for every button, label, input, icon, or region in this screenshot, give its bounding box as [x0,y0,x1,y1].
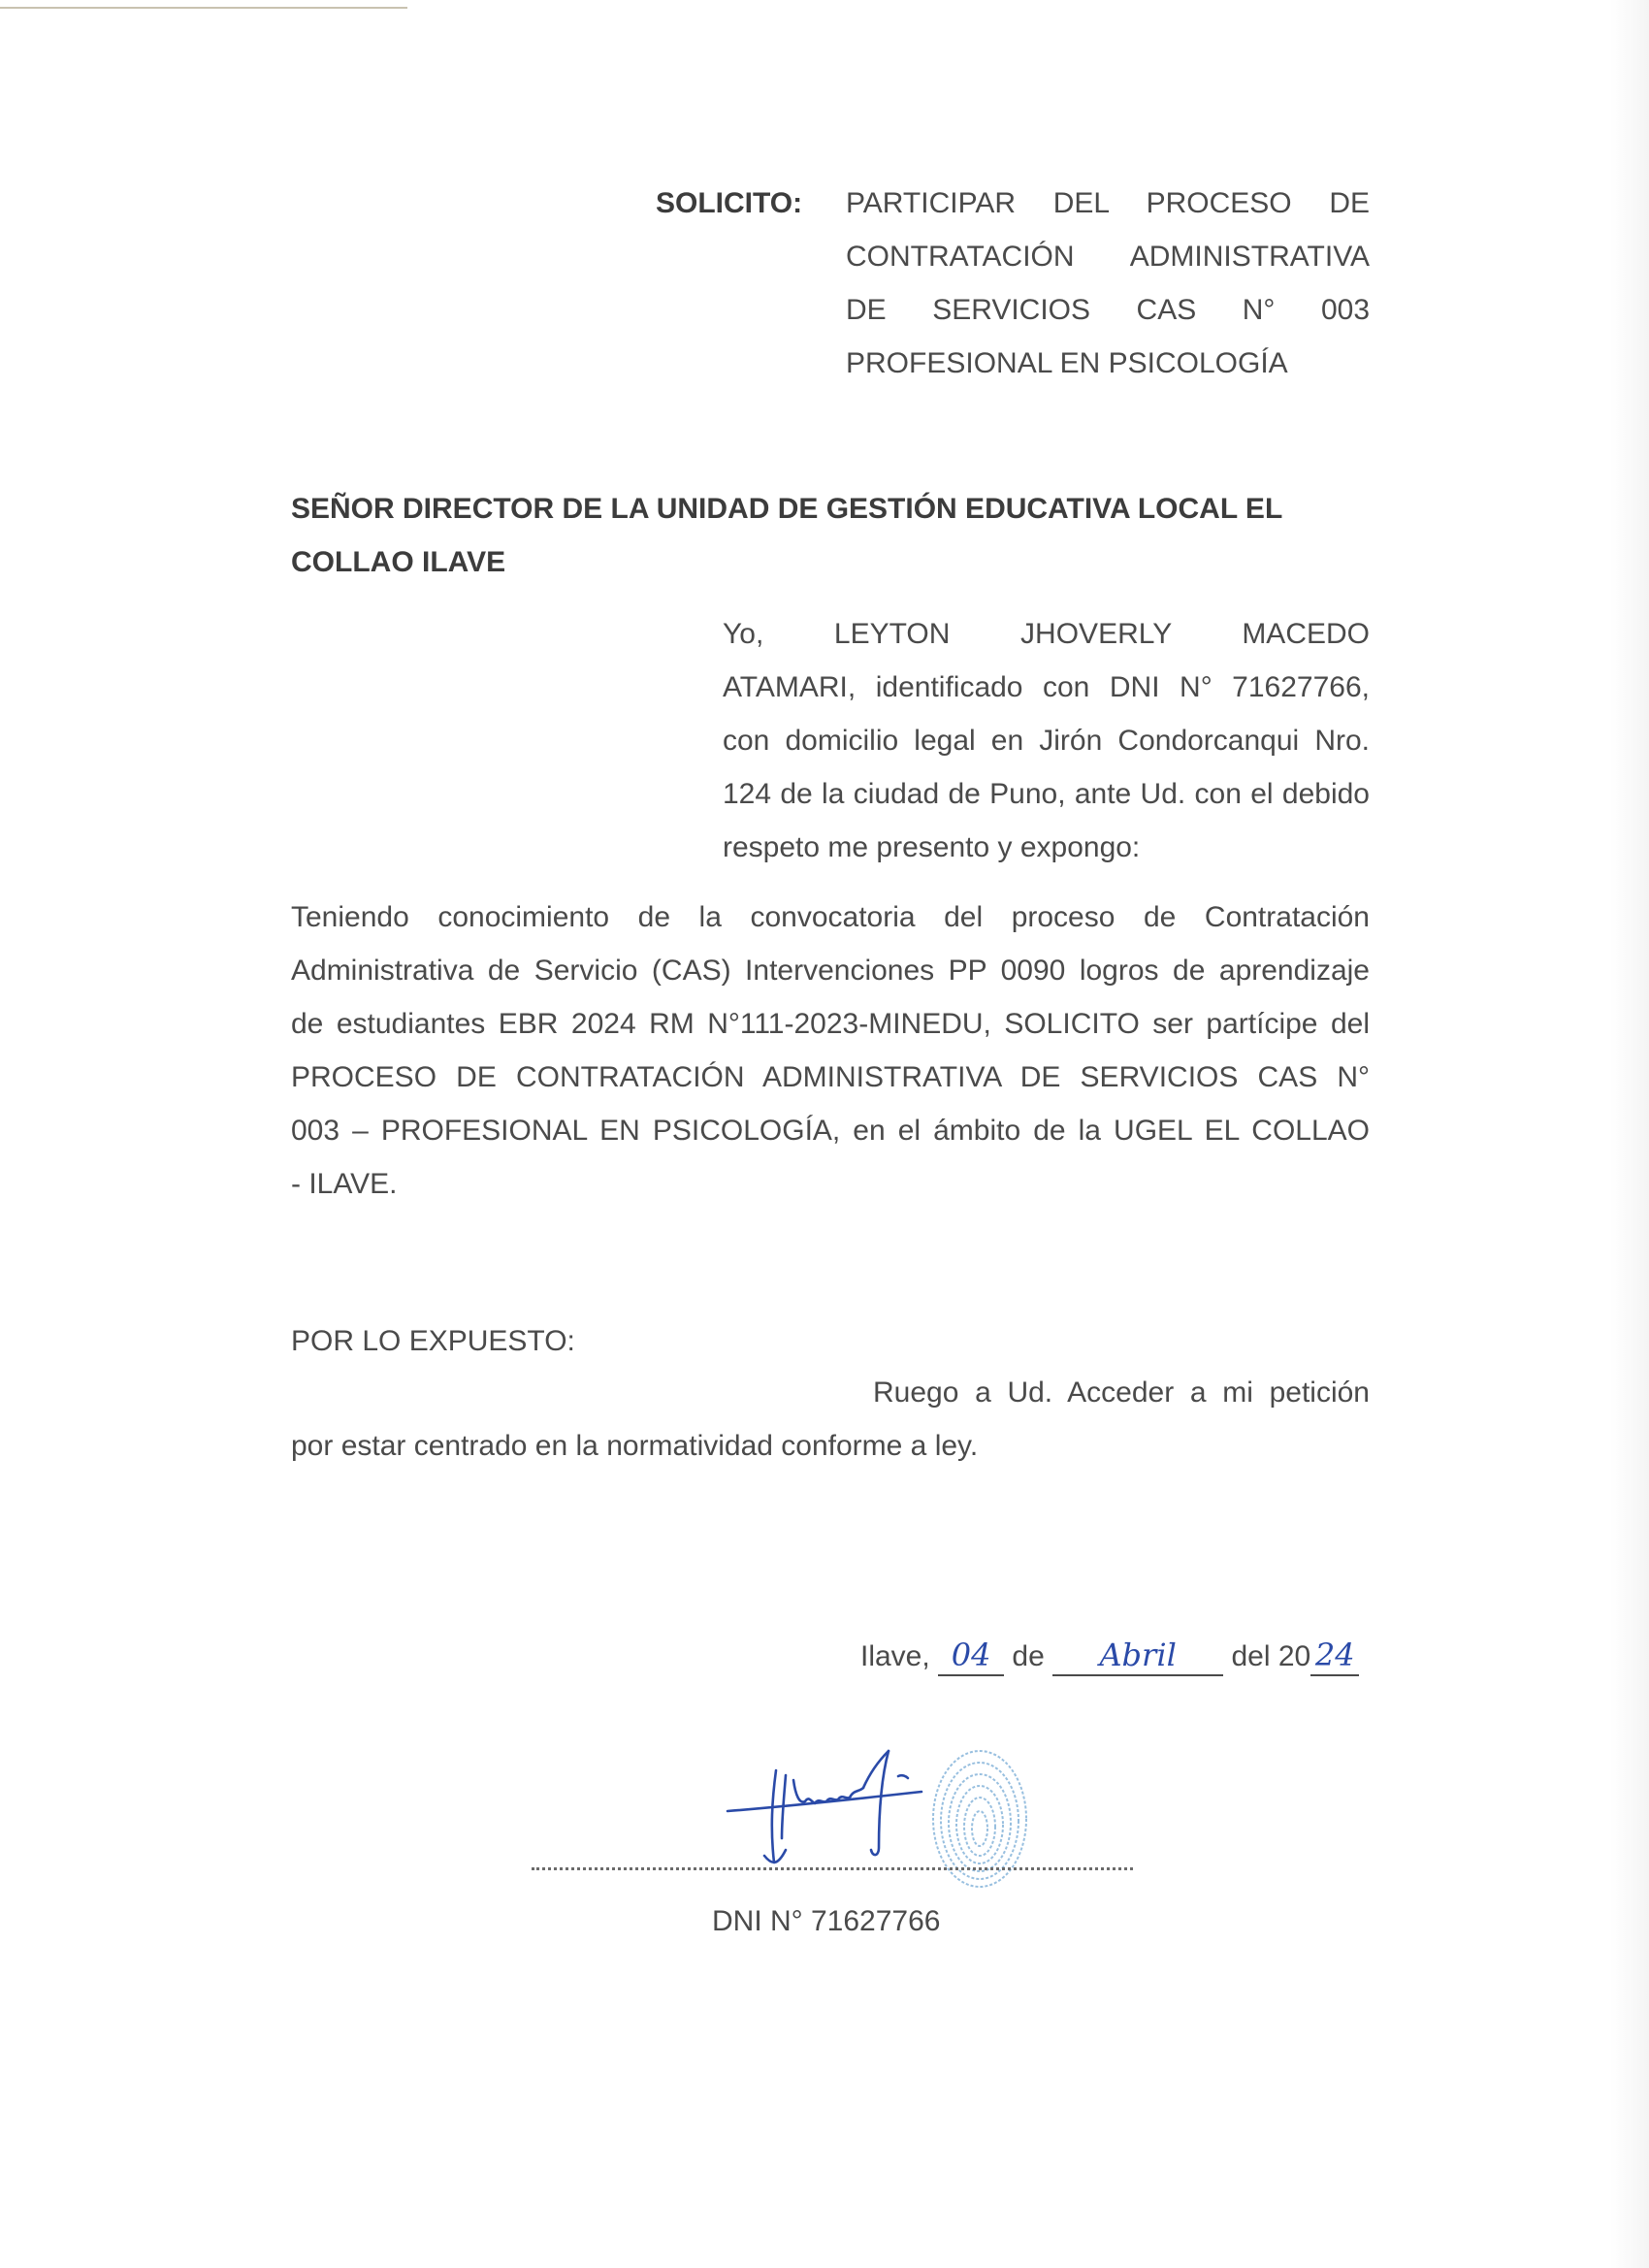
body-line: - ILAVE. [291,1168,398,1200]
intro-line: ATAMARI, identificado con DNI N° 71627766, [723,671,1370,703]
addressee [291,482,1368,589]
closing-line: por estar centrado en la normatividad conforme a ley. [291,1430,979,1462]
intro-line: con domicilio legal en Jirón Condorcanqui Nro. [723,725,1370,757]
date-place: Ilave, [860,1640,930,1672]
addressee-line: COLLAO ILAVE [291,546,506,578]
date-month: Abril [1052,1636,1223,1676]
signature-scribble [718,1741,931,1877]
intro-line: respeto me presento y expongo: [723,831,1141,863]
subject-line: CONTRATACIÓN ADMINISTRATIVA [846,241,1370,273]
intro-line: Yo, LEYTON JHOVERLY MACEDO [723,618,1370,650]
scan-top-line [0,7,407,9]
date-year: 24 [1310,1636,1359,1676]
signature-dni: DNI N° 71627766 [712,1905,941,1937]
signature-line [532,1867,1133,1870]
subject-body [846,177,1370,390]
closing-heading: POR LO EXPUESTO: [291,1325,575,1357]
body-line: 003 – PROFESIONAL EN PSICOLOGÍA, en el ámbito de la UGEL EL COLLAO [291,1115,1370,1147]
scan-edge [1610,0,1649,2268]
body-paragraph [291,891,1370,1211]
fingerprint-mark [926,1741,1033,1896]
intro-line: 124 de la ciudad de Puno, ante Ud. con el debido [723,778,1370,810]
subject-label: SOLICITO: [656,187,803,219]
date-day: 04 [938,1636,1004,1676]
date-de: de [1012,1640,1045,1672]
body-line: de estudiantes EBR 2024 RM N°111-2023-MINEDU, SOLICITO ser partícipe del [291,1008,1370,1040]
intro-paragraph [723,607,1370,874]
body-line: Teniendo conocimiento de la convocatoria del proceso de Contratación [291,901,1370,933]
subject-line: PARTICIPAR DEL PROCESO DE [846,187,1370,219]
date-del: del 20 [1231,1640,1311,1672]
subject-label-text: SOLICITO [656,187,793,219]
addressee-line: SEÑOR DIRECTOR DE LA UNIDAD DE GESTIÓN EDUCATIVA LOCAL EL [291,493,1283,525]
date-line [860,1630,1359,1683]
subject-line: PROFESIONAL EN PSICOLOGÍA [846,347,1288,379]
body-line: PROCESO DE CONTRATACIÓN ADMINISTRATIVA DE SERVICIOS CAS N° [291,1061,1370,1093]
subject-line: DE SERVICIOS CAS N° 003 [846,294,1370,326]
body-line: Administrativa de Servicio (CAS) Intervenciones PP 0090 logros de aprendizaje [291,955,1370,987]
closing-line: Ruego a Ud. Acceder a mi petición [873,1377,1370,1409]
